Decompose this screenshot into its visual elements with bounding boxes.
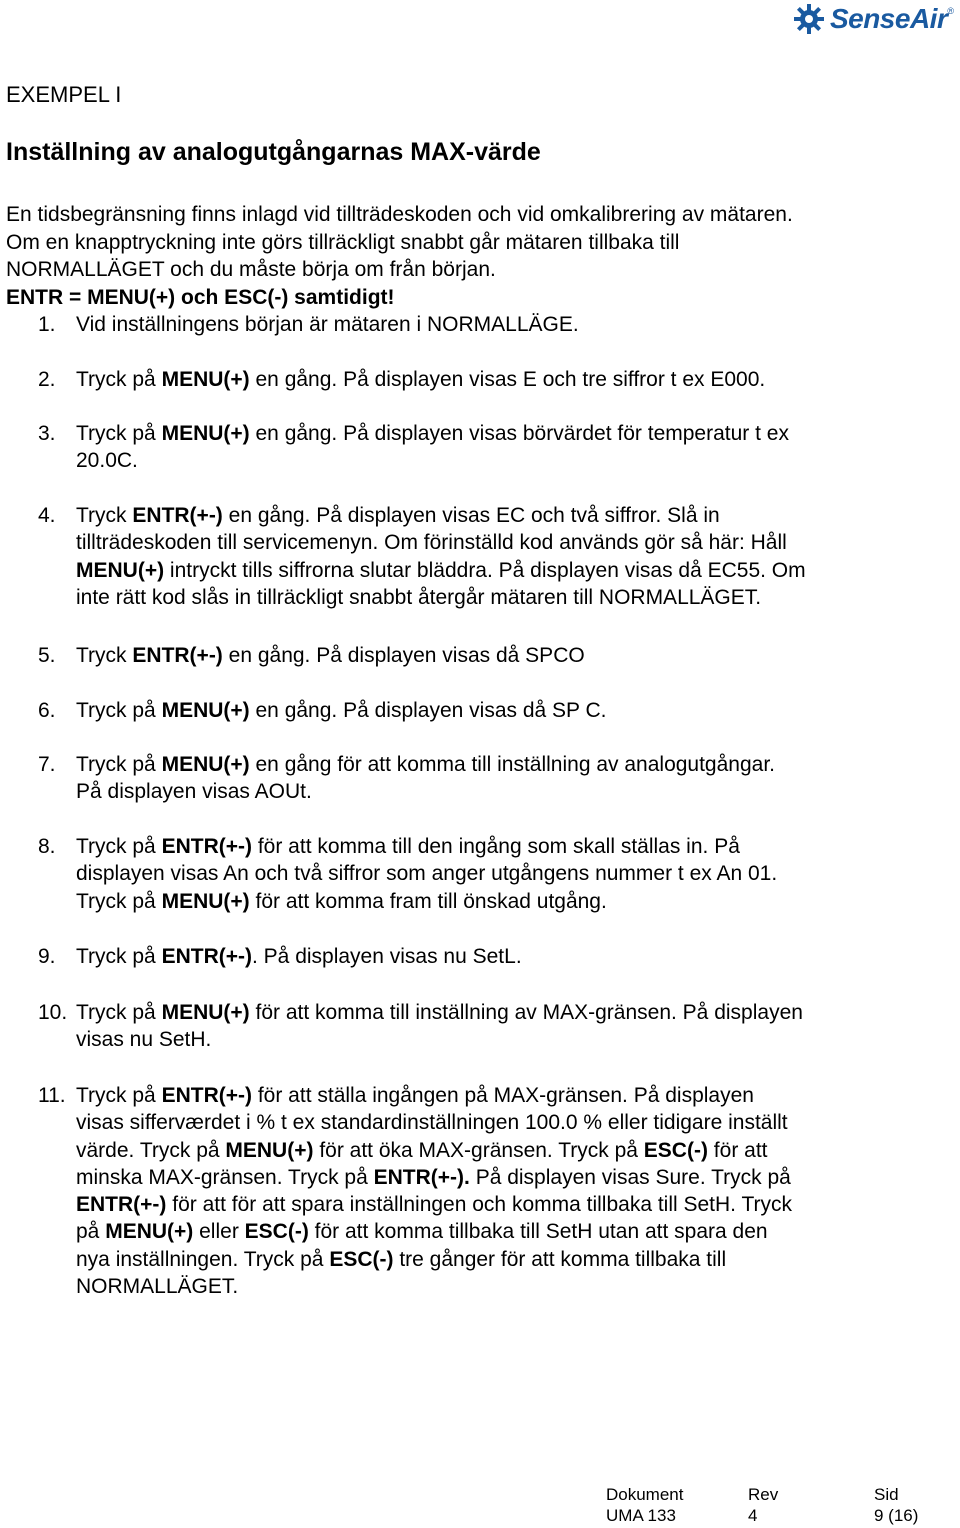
step-line: [76, 420, 956, 447]
logo-wordmark: SenseAir: [829, 3, 948, 34]
step-text-segment: Tryck på: [76, 1084, 162, 1107]
step-text-segment: en gång. På displayen visas E och tre siffror t ex E000.: [249, 368, 766, 391]
step-text-segment: visas sifferværdet i % t ex standardinställningen 100.0 % eller tidigare inställt: [76, 1111, 788, 1135]
footer-rev-label: Rev: [748, 1485, 779, 1504]
step-text-segment: nya inställningen. Tryck på: [76, 1247, 330, 1271]
intro-line: En tidsbegränsning finns inlagd vid tillträdeskoden och vid omkalibrering av mätaren.: [6, 203, 793, 226]
key-name: MENU(+): [161, 422, 250, 445]
key-name: MENU(+): [161, 753, 250, 776]
document-footer: [606, 1484, 954, 1526]
step-text: [76, 943, 956, 970]
step-text-segment: Tryck på: [76, 889, 162, 913]
step-line: [76, 366, 956, 393]
step-line: [76, 999, 956, 1026]
step-line: [76, 311, 956, 338]
key-name: ENTR(+-): [161, 945, 252, 968]
step-text-segment: för att öka MAX-gränsen. Tryck på: [313, 1138, 644, 1162]
step-text-segment: eller: [193, 1220, 245, 1244]
footer-header-row: [606, 1484, 954, 1505]
footer-value-row: [606, 1505, 954, 1526]
footer-sid-value: 9 (16): [874, 1506, 919, 1525]
step-line: [76, 860, 956, 887]
step-text-segment: Tryck på: [76, 945, 162, 968]
step-text-segment: för att för att spara inställningen och komma tillbaka till SetH. Tryck: [166, 1193, 793, 1217]
logo-registered-mark: ®: [947, 6, 954, 16]
key-name: MENU(+): [161, 1001, 250, 1024]
footer-sid-label: Sid: [874, 1485, 899, 1504]
step-text-segment: en gång. På displayen visas börvärdet för temperatur t ex: [249, 422, 789, 445]
step-text-segment: Tryck på: [76, 753, 162, 776]
step-line: [76, 642, 956, 669]
gear-logo-icon: [792, 2, 826, 36]
intro-line: NORMALLÄGET och du måste börja om från början.: [6, 258, 496, 281]
key-name: MENU(+): [76, 558, 165, 582]
step-number: 11.: [38, 1084, 66, 1107]
step-line: [76, 888, 956, 915]
step-text-segment: för att komma till den ingång som skall ställas in. På: [252, 835, 740, 858]
step-text-segment: för att komma till inställning av MAX-gränsen. På displayen: [249, 1001, 803, 1024]
step-line: [76, 943, 956, 970]
step-number: 9.: [38, 945, 56, 968]
step-line: [76, 557, 956, 584]
step-text-segment: en gång. På displayen visas då SP C.: [249, 699, 607, 722]
footer-doc-label: Dokument: [606, 1485, 684, 1504]
step-text: [76, 751, 956, 806]
step-text: [76, 833, 956, 915]
step-text-segment: värde. Tryck på: [76, 1138, 226, 1162]
step-text: [76, 366, 956, 393]
step-text-segment: visas nu SetH.: [76, 1028, 212, 1052]
key-name: MENU(+): [161, 368, 250, 391]
step-text-segment: Tryck på: [76, 1001, 162, 1024]
step-number: 7.: [38, 753, 56, 776]
step-text-segment: 20.0C.: [76, 449, 138, 473]
step-line: [76, 1273, 956, 1300]
step-line: [76, 1109, 956, 1136]
page-title: Inställning av analogutgångarnas MAX-värde: [6, 138, 541, 166]
step-text: [76, 1082, 956, 1300]
key-name: ENTR(+-): [161, 1084, 252, 1107]
step-text-segment: Vid inställningens början är mätaren i NORMALLÄGE.: [76, 313, 579, 336]
step-text-segment: en gång för att komma till inställning av analogutgångar.: [249, 753, 775, 776]
step-text-segment: Tryck på: [76, 422, 162, 445]
step-text-segment: Tryck: [76, 644, 133, 667]
key-name: ENTR(+-).: [373, 1165, 470, 1189]
key-name: ENTR(+-): [161, 835, 252, 858]
key-name: ENTR(+-): [132, 504, 223, 527]
senseair-logo: [792, 2, 954, 36]
step-text-segment: för att komma tillbaka till SetH utan att spara den: [308, 1220, 768, 1244]
step-text-segment: På displayen visas Sure. Tryck på: [469, 1165, 791, 1189]
step-line: [76, 778, 956, 805]
step-text-segment: Tryck: [76, 504, 133, 527]
step-text-segment: för att ställa ingången på MAX-gränsen. På displayen: [252, 1084, 754, 1107]
step-line: [76, 502, 956, 529]
step-line: [76, 697, 956, 724]
step-text-segment: för att komma fram till önskad utgång.: [249, 889, 607, 913]
step-text-segment: tillträdeskoden till servicemenyn. Om förinställd kod används gör så här: Håll: [76, 531, 787, 555]
step-line: [76, 1246, 956, 1273]
step-text: [76, 642, 956, 669]
key-name: MENU(+): [161, 889, 250, 913]
step-line: [76, 529, 956, 556]
step-line: [76, 447, 956, 474]
step-text-segment: en gång. På displayen visas då SPCO: [222, 644, 585, 667]
key-name: ESC(-): [244, 1220, 309, 1244]
step-text-segment: På displayen visas AOUt.: [76, 780, 312, 804]
key-name: ESC(-): [329, 1247, 394, 1271]
step-number: 6.: [38, 699, 56, 722]
step-text-segment: intryckt tills siffrorna slutar bläddra. På displayen visas då EC55. Om: [164, 558, 806, 582]
intro-line: Om en knapptryckning inte görs tillräckligt snabbt går mätaren tillbaka till: [6, 230, 680, 254]
step-line: [76, 584, 956, 611]
key-name: MENU(+): [105, 1220, 194, 1244]
step-line: [76, 1218, 956, 1245]
step-line: [76, 1082, 956, 1109]
step-number: 4.: [38, 504, 56, 527]
example-label: EXEMPEL I: [6, 82, 122, 107]
step-line: [76, 1026, 956, 1053]
step-number: 2.: [38, 368, 56, 391]
key-name: MENU(+): [225, 1138, 314, 1162]
step-line: [76, 1191, 956, 1218]
step-text: [76, 311, 956, 338]
step-text-segment: en gång. På displayen visas EC och två siffror. Slå in: [222, 504, 720, 527]
step-text: [76, 999, 956, 1054]
step-text-segment: Tryck på: [76, 699, 162, 722]
footer-rev-value: 4: [748, 1506, 758, 1525]
step-text-segment: tre gånger för att komma tillbaka till: [393, 1247, 727, 1271]
step-line: [76, 1137, 956, 1164]
step-text-segment: Tryck på: [76, 368, 162, 391]
step-number: 8.: [38, 835, 56, 858]
intro-paragraph: [6, 201, 951, 311]
step-line: [76, 833, 956, 860]
step-text-segment: NORMALLÄGET.: [76, 1275, 239, 1299]
intro-warning: ENTR = MENU(+) och ESC(-) samtidigt!: [6, 285, 395, 309]
step-number: 1.: [38, 313, 56, 336]
step-text: [76, 502, 956, 611]
step-text: [76, 697, 956, 724]
step-text-segment: . På displayen visas nu SetL.: [252, 945, 522, 968]
key-name: ENTR(+-): [76, 1193, 167, 1217]
step-text-segment: på: [76, 1220, 106, 1244]
step-number: 5.: [38, 644, 56, 667]
step-text-segment: inte rätt kod slås in tillräckligt snabbt återgår mätaren till NORMALLÄGET.: [76, 585, 762, 609]
step-text-segment: displayen visas An och två siffror som anger utgångens nummer t ex An 01.: [76, 862, 778, 886]
step-line: [76, 1164, 956, 1191]
key-name: MENU(+): [161, 699, 250, 722]
step-text-segment: Tryck på: [76, 835, 162, 858]
key-name: ENTR(+-): [132, 644, 223, 667]
step-text: [76, 420, 956, 475]
step-number: 3.: [38, 422, 56, 445]
step-text-segment: för att: [707, 1138, 768, 1162]
step-line: [76, 751, 956, 778]
footer-doc-value: UMA 133: [606, 1506, 676, 1525]
key-name: ESC(-): [643, 1138, 708, 1162]
step-text-segment: minska MAX-gränsen. Tryck på: [76, 1165, 374, 1189]
step-number: 10.: [38, 1001, 68, 1024]
